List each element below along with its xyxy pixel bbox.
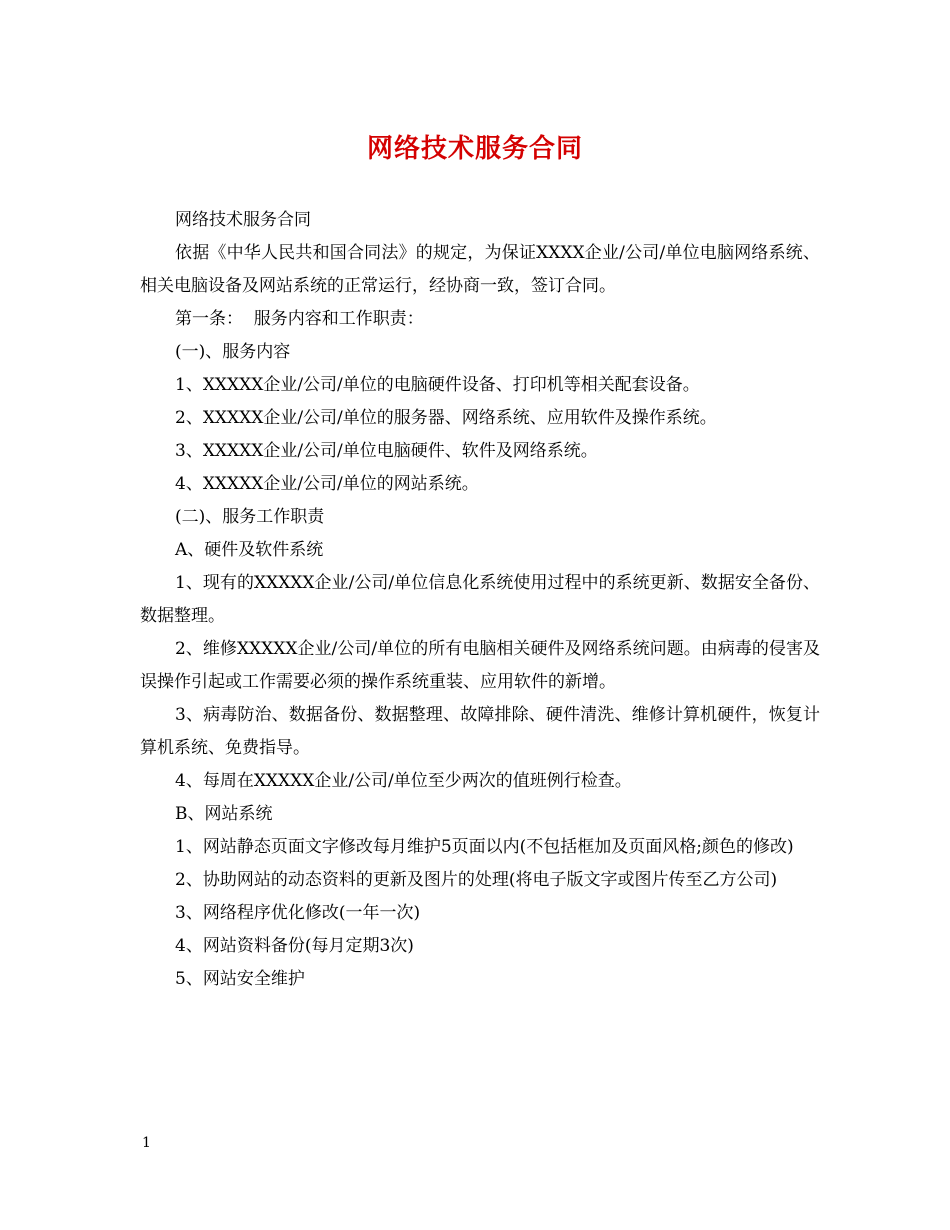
paragraph: 4、XXXXX企业/公司/单位的网站系统。 xyxy=(175,474,479,494)
paragraph: 5、网站安全维护 xyxy=(175,969,305,989)
paragraph: 3、病毒防治、数据备份、数据整理、故障排除、硬件清洗、维修计算机硬件，恢复计算机系统、免费指导。 xyxy=(140,705,820,758)
paragraph: B、网站系统 xyxy=(175,804,273,824)
paragraph: 2、XXXXX企业/公司/单位的服务器、网络系统、应用软件及操作系统。 xyxy=(175,408,717,428)
paragraph: 第一条： 服务内容和工作职责： xyxy=(175,309,424,329)
document-body xyxy=(140,204,820,996)
paragraph: 2、维修XXXXX企业/公司/单位的所有电脑相关硬件及网络系统问题。由病毒的侵害及误操作引起或工作需要必须的操作系统重装、应用软件的新增。 xyxy=(140,639,820,692)
paragraph: 2、协助网站的动态资料的更新及图片的处理(将电子版文字或图片传至乙方公司) xyxy=(175,870,778,890)
paragraph: 1、现有的XXXXX企业/公司/单位信息化系统使用过程中的系统更新、数据安全备份、数据整理。 xyxy=(140,573,820,626)
paragraph: 网络技术服务合同 xyxy=(175,210,311,230)
document-title: 网络技术服务合同 xyxy=(366,134,583,164)
paragraph: 1、网站静态页面文字修改每月维护5页面以内(不包括框加及页面风格;颜色的修改) xyxy=(175,837,794,857)
paragraph: 4、网站资料备份(每月定期3次) xyxy=(175,936,414,956)
paragraph: A、硬件及软件系统 xyxy=(175,540,324,560)
paragraph: 依据《中华人民共和国合同法》的规定，为保证XXXX企业/公司/单位电脑网络系统、相关电脑设备及网站系统的正常运行，经协商一致，签订合同。 xyxy=(140,243,820,296)
paragraph: 3、XXXXX企业/公司/单位电脑硬件、软件及网络系统。 xyxy=(175,441,598,461)
paragraph: 4、每周在XXXXX企业/公司/单位至少两次的值班例行检查。 xyxy=(175,771,632,791)
paragraph: 3、网络程序优化修改(一年一次) xyxy=(175,903,421,923)
paragraph: (二)、服务工作职责 xyxy=(175,507,325,527)
paragraph: (一)、服务内容 xyxy=(175,342,291,362)
paragraph: 1、XXXXX企业/公司/单位的电脑硬件设备、打印机等相关配套设备。 xyxy=(175,375,700,395)
page-number: 1 xyxy=(142,1135,151,1151)
